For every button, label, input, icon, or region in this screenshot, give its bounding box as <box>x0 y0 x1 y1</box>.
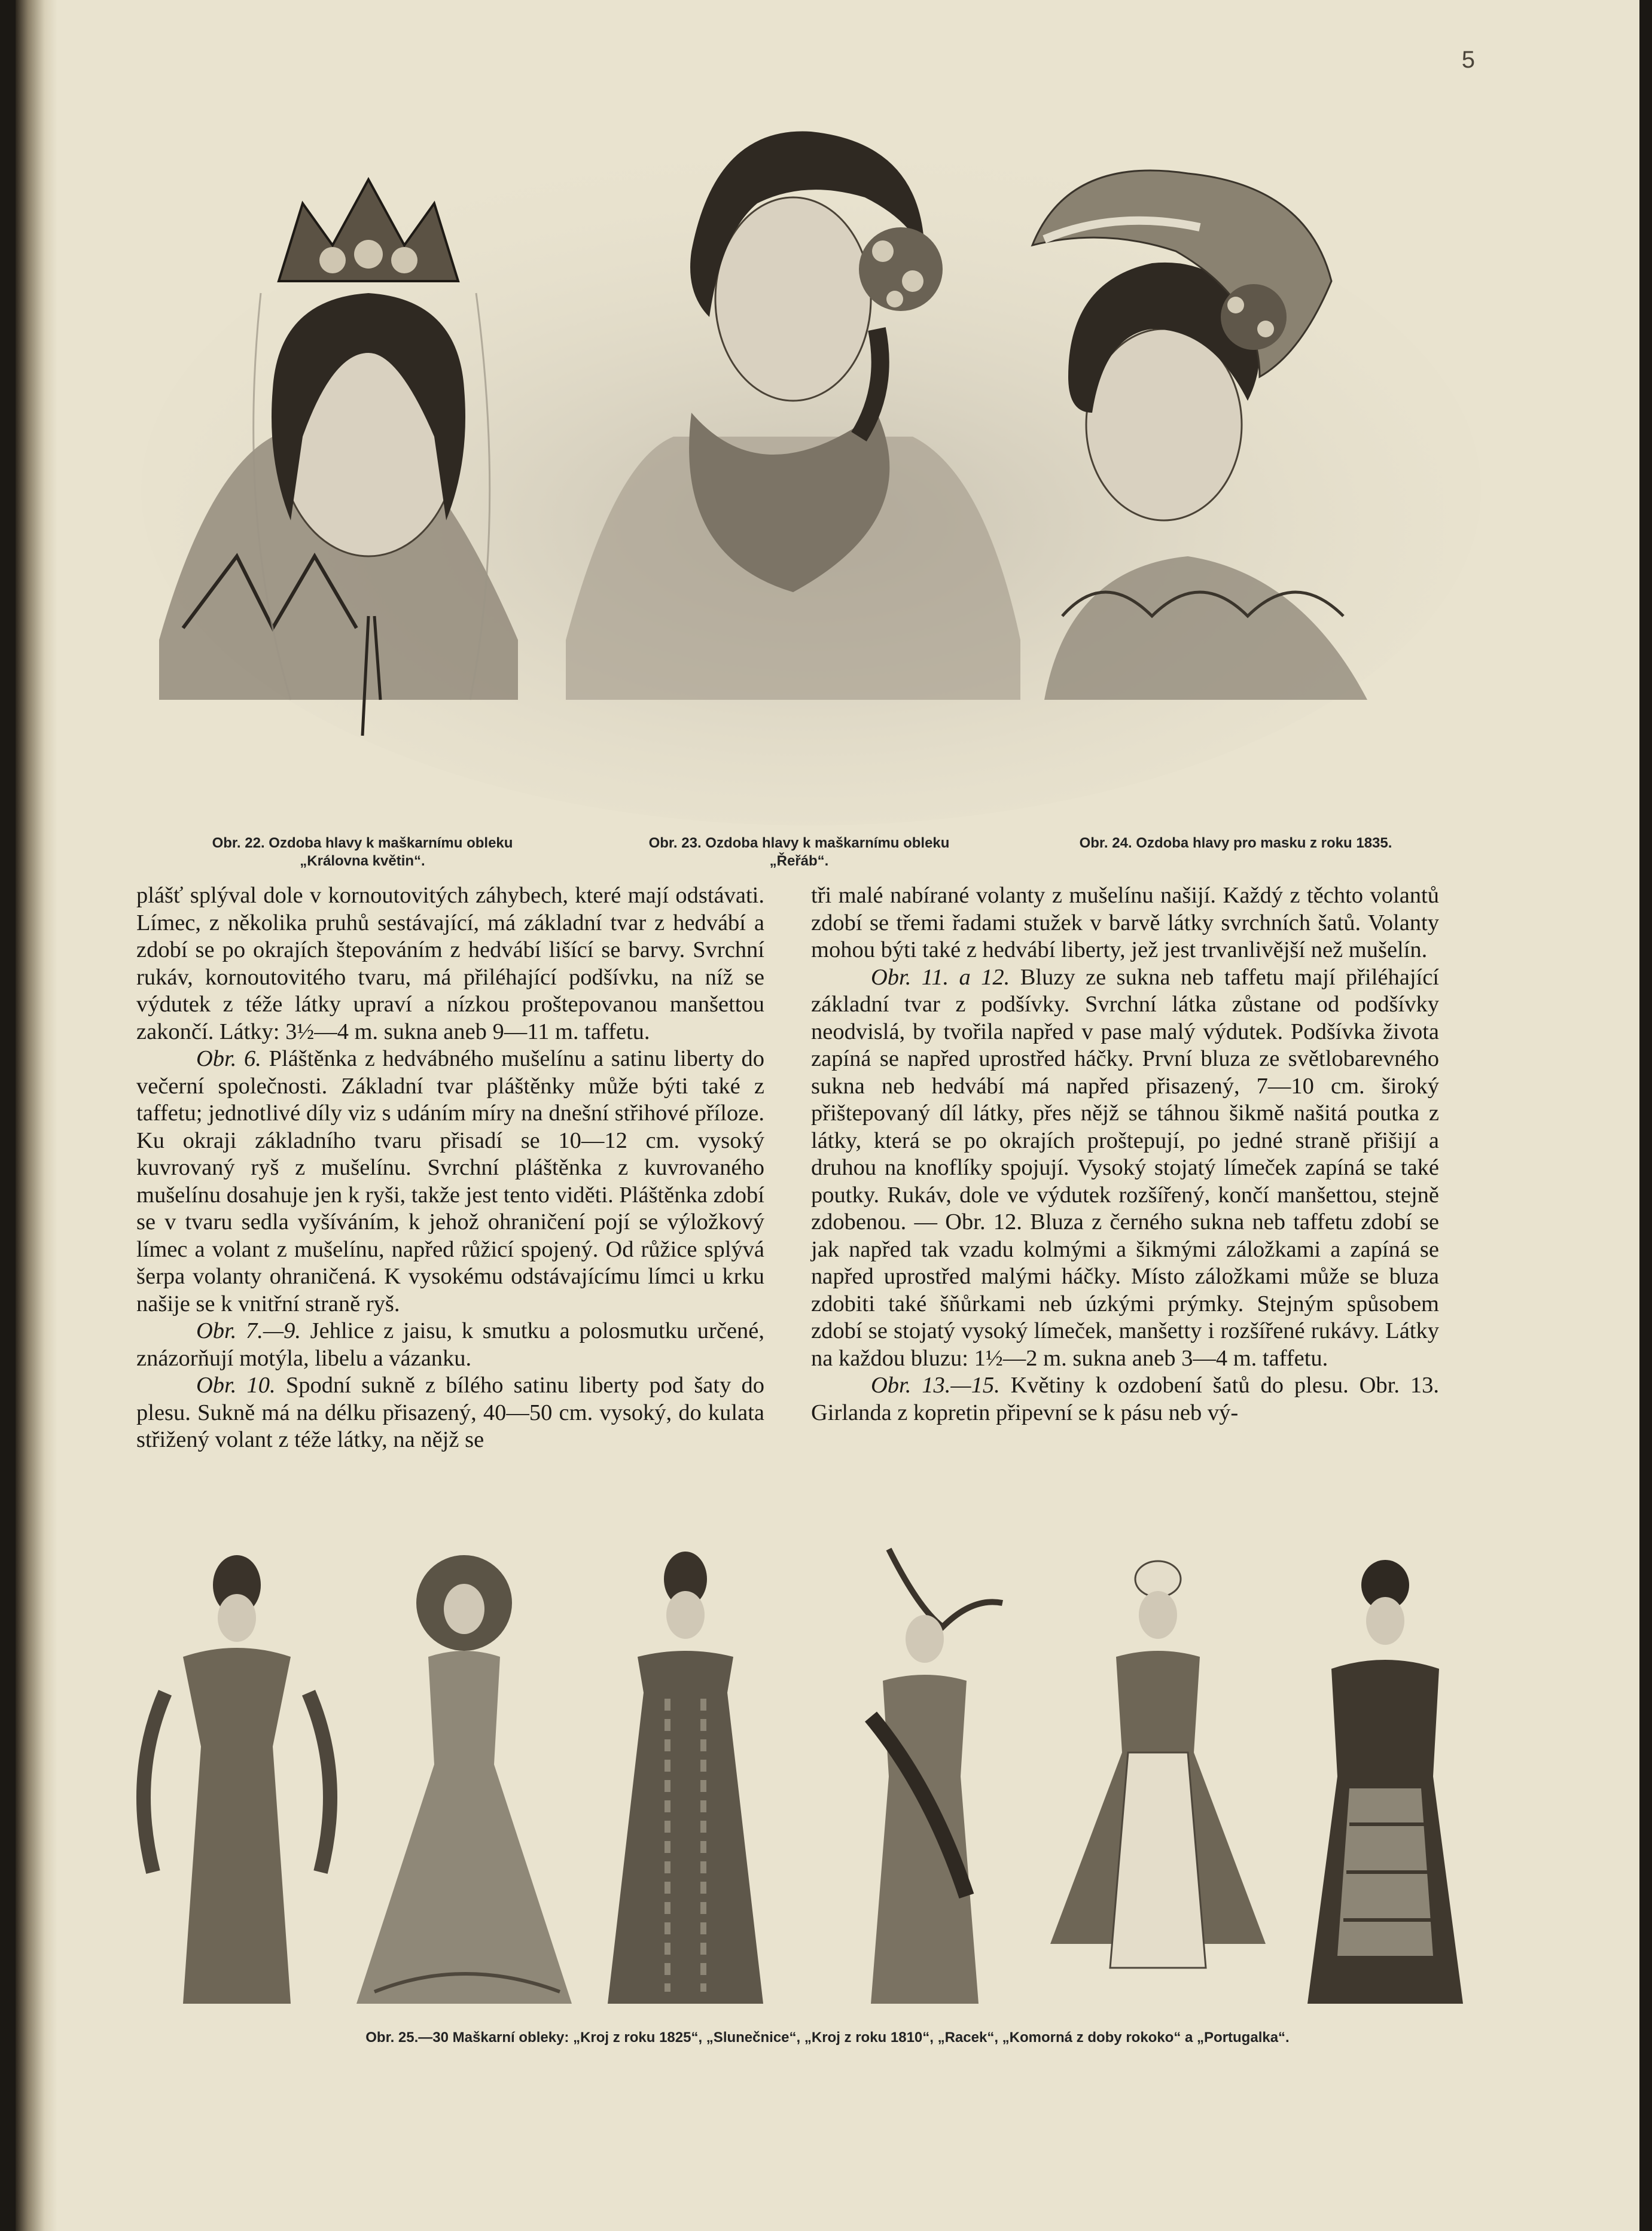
caption-figures-25-30: Obr. 25.—30 Maškarní obleky: „Kroj z roku 1825“, „Slunečnice“, „Kroj z roku 1810“, „Racek“, „Komorná z doby rokoko“ a „Portugalka“. <box>365 2029 1290 2046</box>
right-text-column <box>811 882 1439 1427</box>
paragraph: plášť splýval dole v kornoutovitých záhybech, které mají odstávati. Límec, z několika pruhů sestávající, má základní tvar z hedvábí a zdobí se po okrajích štepováním z hedvábí lišící se barvy. Svrchní rukáv, kornoutovitého tvaru, má přiléhající podšívku, na níž se výdutek z téže látky upraví a nízkou proštepovanou manšettou zakončí. Látky: 3½—4 m. sukna aneb 9—11 m. taffetu. <box>136 883 764 1044</box>
figure-29-costume-rococo-maid <box>1050 1561 1266 1968</box>
figure-28-costume-gull <box>871 1549 1002 2004</box>
figure-30-costume-portuguese <box>1307 1560 1463 2004</box>
caption-figure-23: Obr. 23. Ozdoba hlavy k maškarnímu obleku „Řeřáb“. <box>648 835 950 869</box>
page-number: 5 <box>1461 47 1475 73</box>
paragraph: Obr. 6. Pláštěnka z hedvábného mušelínu a satinu liberty do večerní společnosti. Základní tvar pláštěnky může býti také z taffetu; jednotlivé díly viz s udáním míry na dnešní střihové příloze. Ku okraji základního tvaru přisadí se 10—12 cm. vysoký kuvrovaný ryš z mušelínu. Svrchní pláštěnka z kuvrovaného mušelínu dosahuje jen k ryši, takže jest tento viděti. Pláštěnka zdobí se v tvaru sedla vyšíváním, k jehož ohraničení pojí se výložkový límec a volant z mušelínu, napřed růžicí spojený. Od růžice splývá šerpa volanty ohraničená. K vysokému odstávajícímu límci u krku našije se k vnitřní straně ryš. <box>136 1046 764 1316</box>
costume-illustrations <box>93 1537 1547 2016</box>
left-text-column <box>136 882 764 1454</box>
headdress-illustrations <box>135 102 1487 825</box>
paragraph: Obr. 10. Spodní sukně z bílého satinu liberty pod šaty do plesu. Sukně má na délku přisazený, 40—50 cm. vysoký, do kulata střižený volant z téže látky, na nějž se <box>136 1373 764 1452</box>
paragraph: Obr. 7.—9. Jehlice z jaisu, k smutku a polosmutku určené, znázorňují motýla, libelu a vázanku. <box>136 1318 764 1371</box>
figure-27-costume-1810 <box>608 1552 763 2004</box>
figure-25-costume-1825 <box>144 1555 330 2004</box>
magazine-page <box>16 0 1639 2231</box>
caption-figure-24: Obr. 24. Ozdoba hlavy pro masku z roku 1835. <box>1079 835 1392 851</box>
binding-shadow <box>16 0 57 2231</box>
paragraph: Obr. 13.—15. Květiny k ozdobení šatů do plesu. Obr. 13. Girlanda z kopretin připevní se k pásu neb vý- <box>811 1373 1439 1425</box>
paragraph: Obr. 11. a 12. Bluzy ze sukna neb taffetu mají přiléhající základní tvar z podšívky. Svrchní látka zůstane od podšívky neodvislá, by tvořila napřed v pase malý výdutek. Podšívka života zapíná se napřed uprostřed háčky. První bluza ze světlobarevného sukna neb hedvábí má napřed přisazený, 7—10 cm. široký přištepovaný díl látky, přes nějž se táhnou šikmě našitá poutka z látky, která se po okrajích proštepují, po jedné straně přišijí a druhou na knoflíky spojují. Vysoký stojatý límeček zapíná se také poutky. Rukáv, dole ve výdutek rozšířený, končí manšettou, stejně zdobenou. — Obr. 12. Bluza z černého sukna neb taffetu zdobí se jak napřed tak vzadu kolmými a šikmými záložkami a zapíná se napřed uprostřed malými háčky. Místo záložkami může se bluza zdobiti také šňůrkami neb úzkými prýmky. Stejným spůsobem zdobí se stojatý vysoký límeček, manšetty i rozšířené rukávy. Látky na každou bluzu: 1½—2 m. sukna aneb 3—4 m. taffetu. <box>811 964 1439 1371</box>
paragraph: tři malé nabírané volanty z mušelínu našijí. Každý z těchto volantů zdobí se třemi řadami stužek v barvě látky svrchních šatů. Volanty mohou býti také z hedvábí liberty, jež jest trvanlivější než mušelín. <box>811 883 1439 962</box>
caption-figure-22: Obr. 22. Ozdoba hlavy k maškarnímu obleku „Královna květin“. <box>212 835 513 869</box>
figure-26-costume-sunflower <box>356 1555 572 2004</box>
